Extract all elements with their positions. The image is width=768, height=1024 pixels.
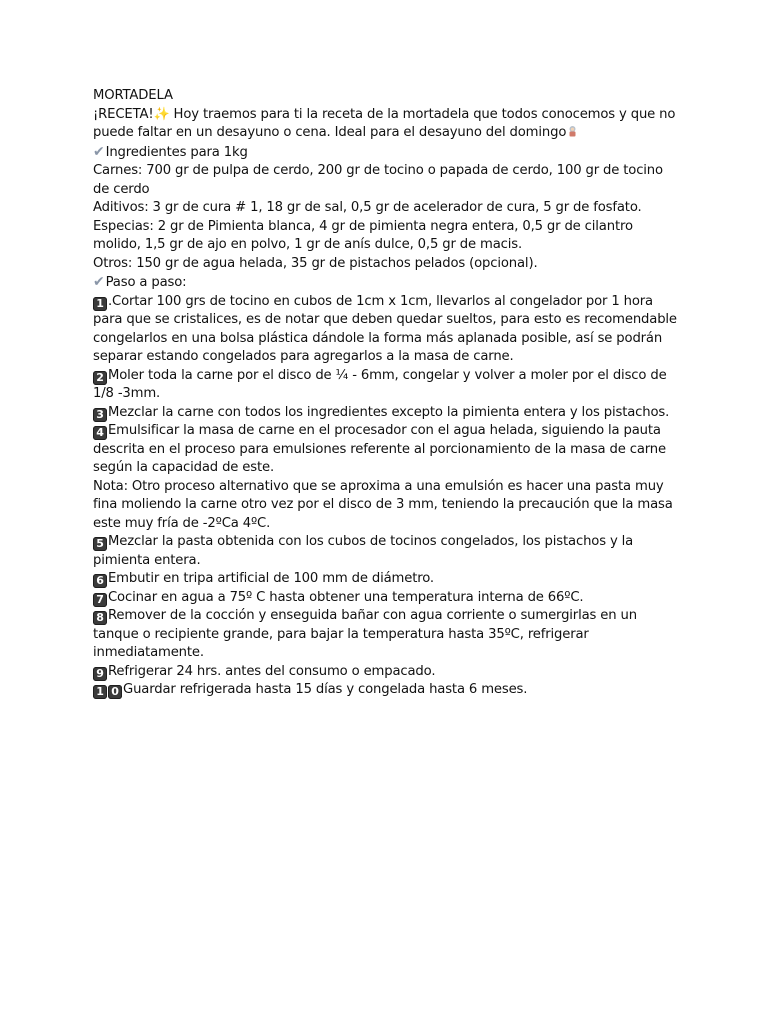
keycap-number-icon: 6 bbox=[93, 574, 107, 588]
step-8 bbox=[93, 607, 683, 663]
ingredient-especias: Especias: 2 gr de Pimienta blanca, 4 gr de pimienta negra entera, 0,5 gr de cilantro molido, 1,5 gr de ajo en polvo, 1 gr de anís dulce, 0,5 gr de macis. bbox=[93, 218, 633, 252]
step-text: Cocinar en agua a 75º C hasta obtener una temperatura interna de 66ºC. bbox=[108, 589, 584, 605]
keycap-number-icon: 2 bbox=[93, 371, 107, 385]
ingredient-otros: Otros: 150 gr de agua helada, 35 gr de pistachos pelados (opcional). bbox=[93, 255, 538, 271]
step-text: Guardar refrigerada hasta 15 días y congelada hasta 6 meses. bbox=[123, 682, 528, 697]
intro-exclamation: ¡RECETA! bbox=[93, 106, 154, 122]
step-1 bbox=[93, 293, 683, 367]
sparkles-icon: ✨ bbox=[153, 106, 170, 122]
step-text: Emulsificar la masa de carne en el procesador con el agua helada, siguiendo la pauta descrita en el proceso para emulsiones referente al porcionamiento de la masa de carne según la capacidad de este. bbox=[93, 423, 666, 475]
keycap-number-icon: 9 bbox=[93, 667, 107, 681]
recipe-title: MORTADELA bbox=[93, 88, 173, 103]
keycap-number-icon: 8 bbox=[93, 611, 107, 625]
step-text: Remover de la cocción y enseguida bañar con agua corriente o sumergirlas en un tanque o recipiente grande, para bajar la temperatura hasta 35ºC, refrigerar inmediatamente. bbox=[93, 608, 637, 660]
steps-heading: ✔Paso a paso: bbox=[93, 274, 187, 290]
nota-paragraph: Nota: Otro proceso alternativo que se aproxima a una emulsión es hacer una pasta muy fina moliendo la carne otro vez por el disco de 3 mm, teniendo la precaución que la masa este muy fría de -2ºCa 4ºC. bbox=[93, 478, 673, 531]
step-7 bbox=[93, 589, 683, 608]
step-text: Embutir en tripa artificial de 100 mm de diámetro. bbox=[108, 571, 434, 586]
ingredient-aditivos: Aditivos: 3 gr de cura # 1, 18 gr de sal, 0,5 gr de acelerador de cura, 5 gr de fosfato. bbox=[93, 200, 642, 215]
step-text: Mezclar la pasta obtenida con los cubos de tocinos congelados, los pistachos y la pimienta entera. bbox=[93, 534, 634, 568]
step-3 bbox=[93, 404, 683, 423]
keycap-number-icon: 0 bbox=[108, 685, 122, 699]
keycap-number-icon: 4 bbox=[93, 426, 107, 440]
step-9 bbox=[93, 663, 683, 682]
intro-text: Hoy traemos para ti la receta de la mortadela que todos conocemos y que no puede faltar en un desayuno o cena. Ideal para el desayuno del domingo bbox=[93, 106, 676, 140]
step-4 bbox=[93, 422, 683, 478]
check-mark-icon: ✔ bbox=[93, 143, 105, 160]
step-6 bbox=[93, 570, 683, 589]
recipe-document bbox=[93, 87, 683, 700]
keycap-number-icon: 3 bbox=[93, 408, 107, 422]
intro-paragraph bbox=[93, 106, 683, 143]
step-2 bbox=[93, 367, 683, 404]
step-text: Refrigerar 24 hrs. antes del consumo o empacado. bbox=[108, 663, 436, 679]
keycap-number-icon: 5 bbox=[93, 537, 107, 551]
step-5 bbox=[93, 533, 683, 570]
step-10 bbox=[93, 681, 683, 700]
step-text: Moler toda la carne por el disco de ¼ - 6mm, congelar y volver a moler por el disco de 1/8 -3mm. bbox=[93, 367, 667, 401]
check-mark-icon: ✔ bbox=[93, 274, 105, 290]
step-text: Mezclar la carne con todos los ingredientes excepto la pimienta entera y los pistachos. bbox=[108, 404, 670, 420]
ingredients-heading: ✔Ingredientes para 1kg bbox=[93, 143, 248, 160]
keycap-number-icon: 1 bbox=[93, 685, 107, 699]
chef-icon bbox=[567, 125, 578, 138]
keycap-number-icon: 7 bbox=[93, 593, 107, 607]
ingredient-carnes: Carnes: 700 gr de pulpa de cerdo, 200 gr de tocino o papada de cerdo, 100 gr de tocino de cerdo bbox=[93, 163, 663, 197]
step-text: .Cortar 100 grs de tocino en cubos de 1cm x 1cm, llevarlos al congelador por 1 hora para que se cristalices, es de notar que deben quedar sueltos, para esto es recomendable congelarlos en una bolsa plástica dándole la forma más aplanada posible, así se podrán separar estando congelados para agregarlos a la masa de carne. bbox=[93, 293, 677, 364]
keycap-number-icon: 1 bbox=[93, 297, 107, 311]
